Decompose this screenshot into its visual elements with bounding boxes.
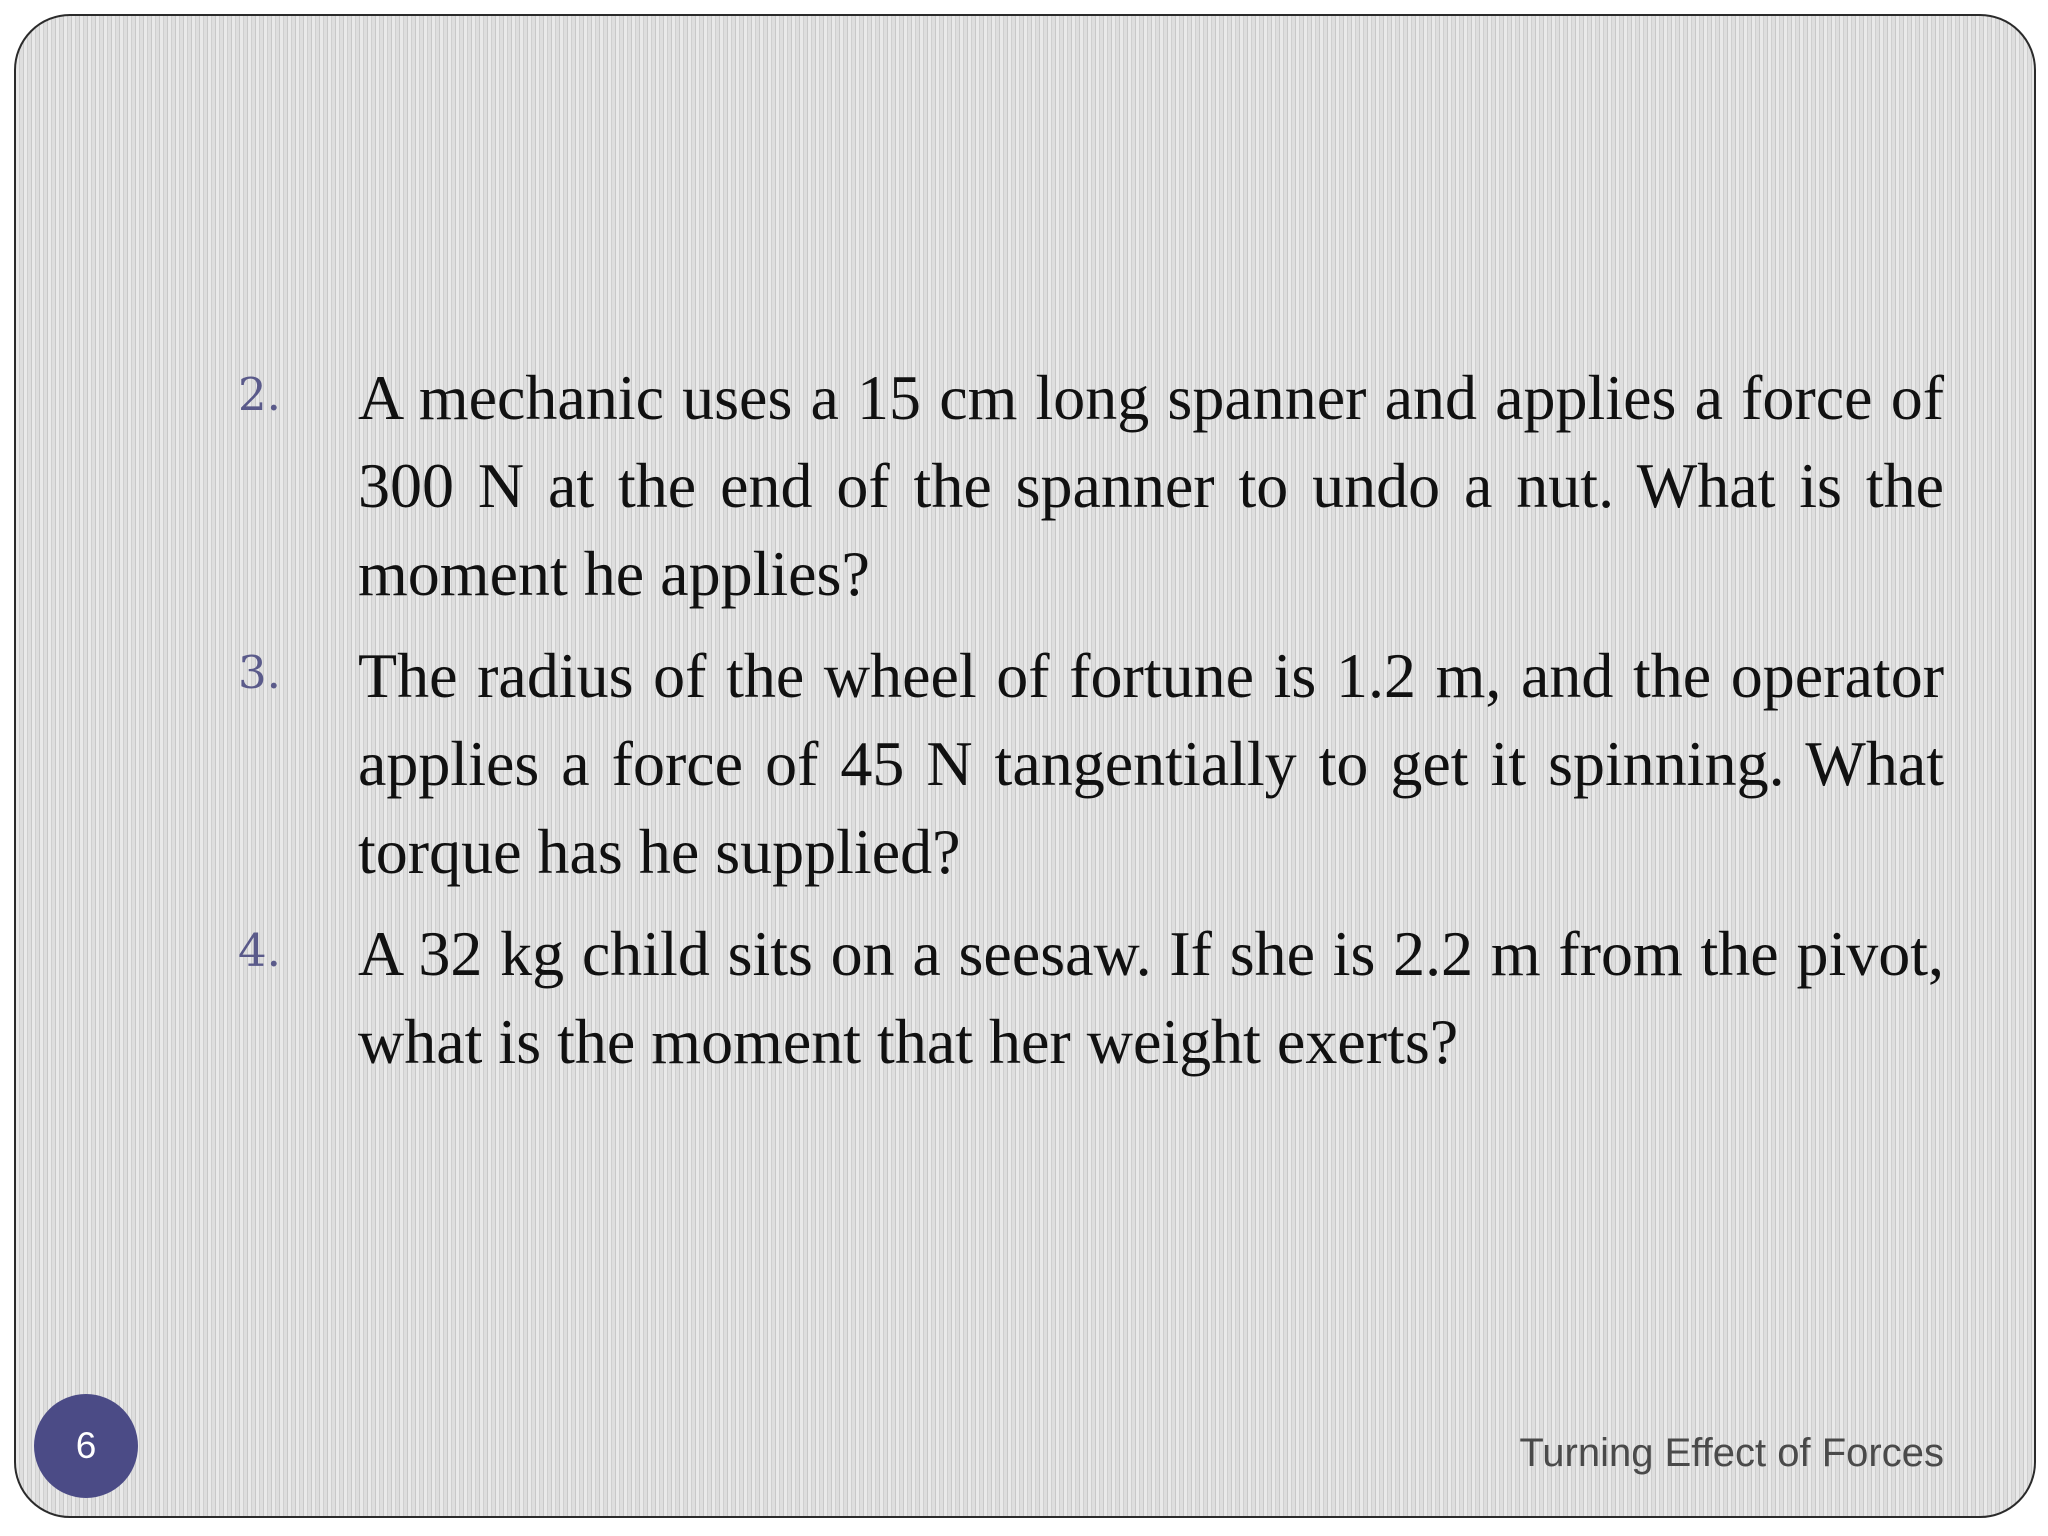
question-number: 4. bbox=[238, 924, 281, 977]
page-number-badge: 6 bbox=[34, 1394, 138, 1498]
question-item bbox=[228, 910, 1944, 1086]
question-text: The radius of the wheel of fortune is 1.2 m, and the operator applies a force of 45 N tangentially to get it spinning. What torque has he supplied? bbox=[358, 640, 1944, 887]
question-item bbox=[228, 354, 1944, 618]
question-text: A mechanic uses a 15 cm long spanner and applies a force of 300 N at the end of the spanner to undo a nut. What is the moment he applies? bbox=[358, 362, 1944, 609]
question-item bbox=[228, 632, 1944, 896]
slide bbox=[14, 14, 2036, 1518]
question-list bbox=[228, 354, 1944, 1100]
question-number: 2. bbox=[238, 368, 281, 421]
question-text: A 32 kg child sits on a seesaw. If she is 2.2 m from the pivot, what is the moment that her weight exerts? bbox=[358, 918, 1944, 1077]
footer-title: Turning Effect of Forces bbox=[1519, 1431, 1944, 1475]
question-number: 3. bbox=[238, 646, 281, 699]
